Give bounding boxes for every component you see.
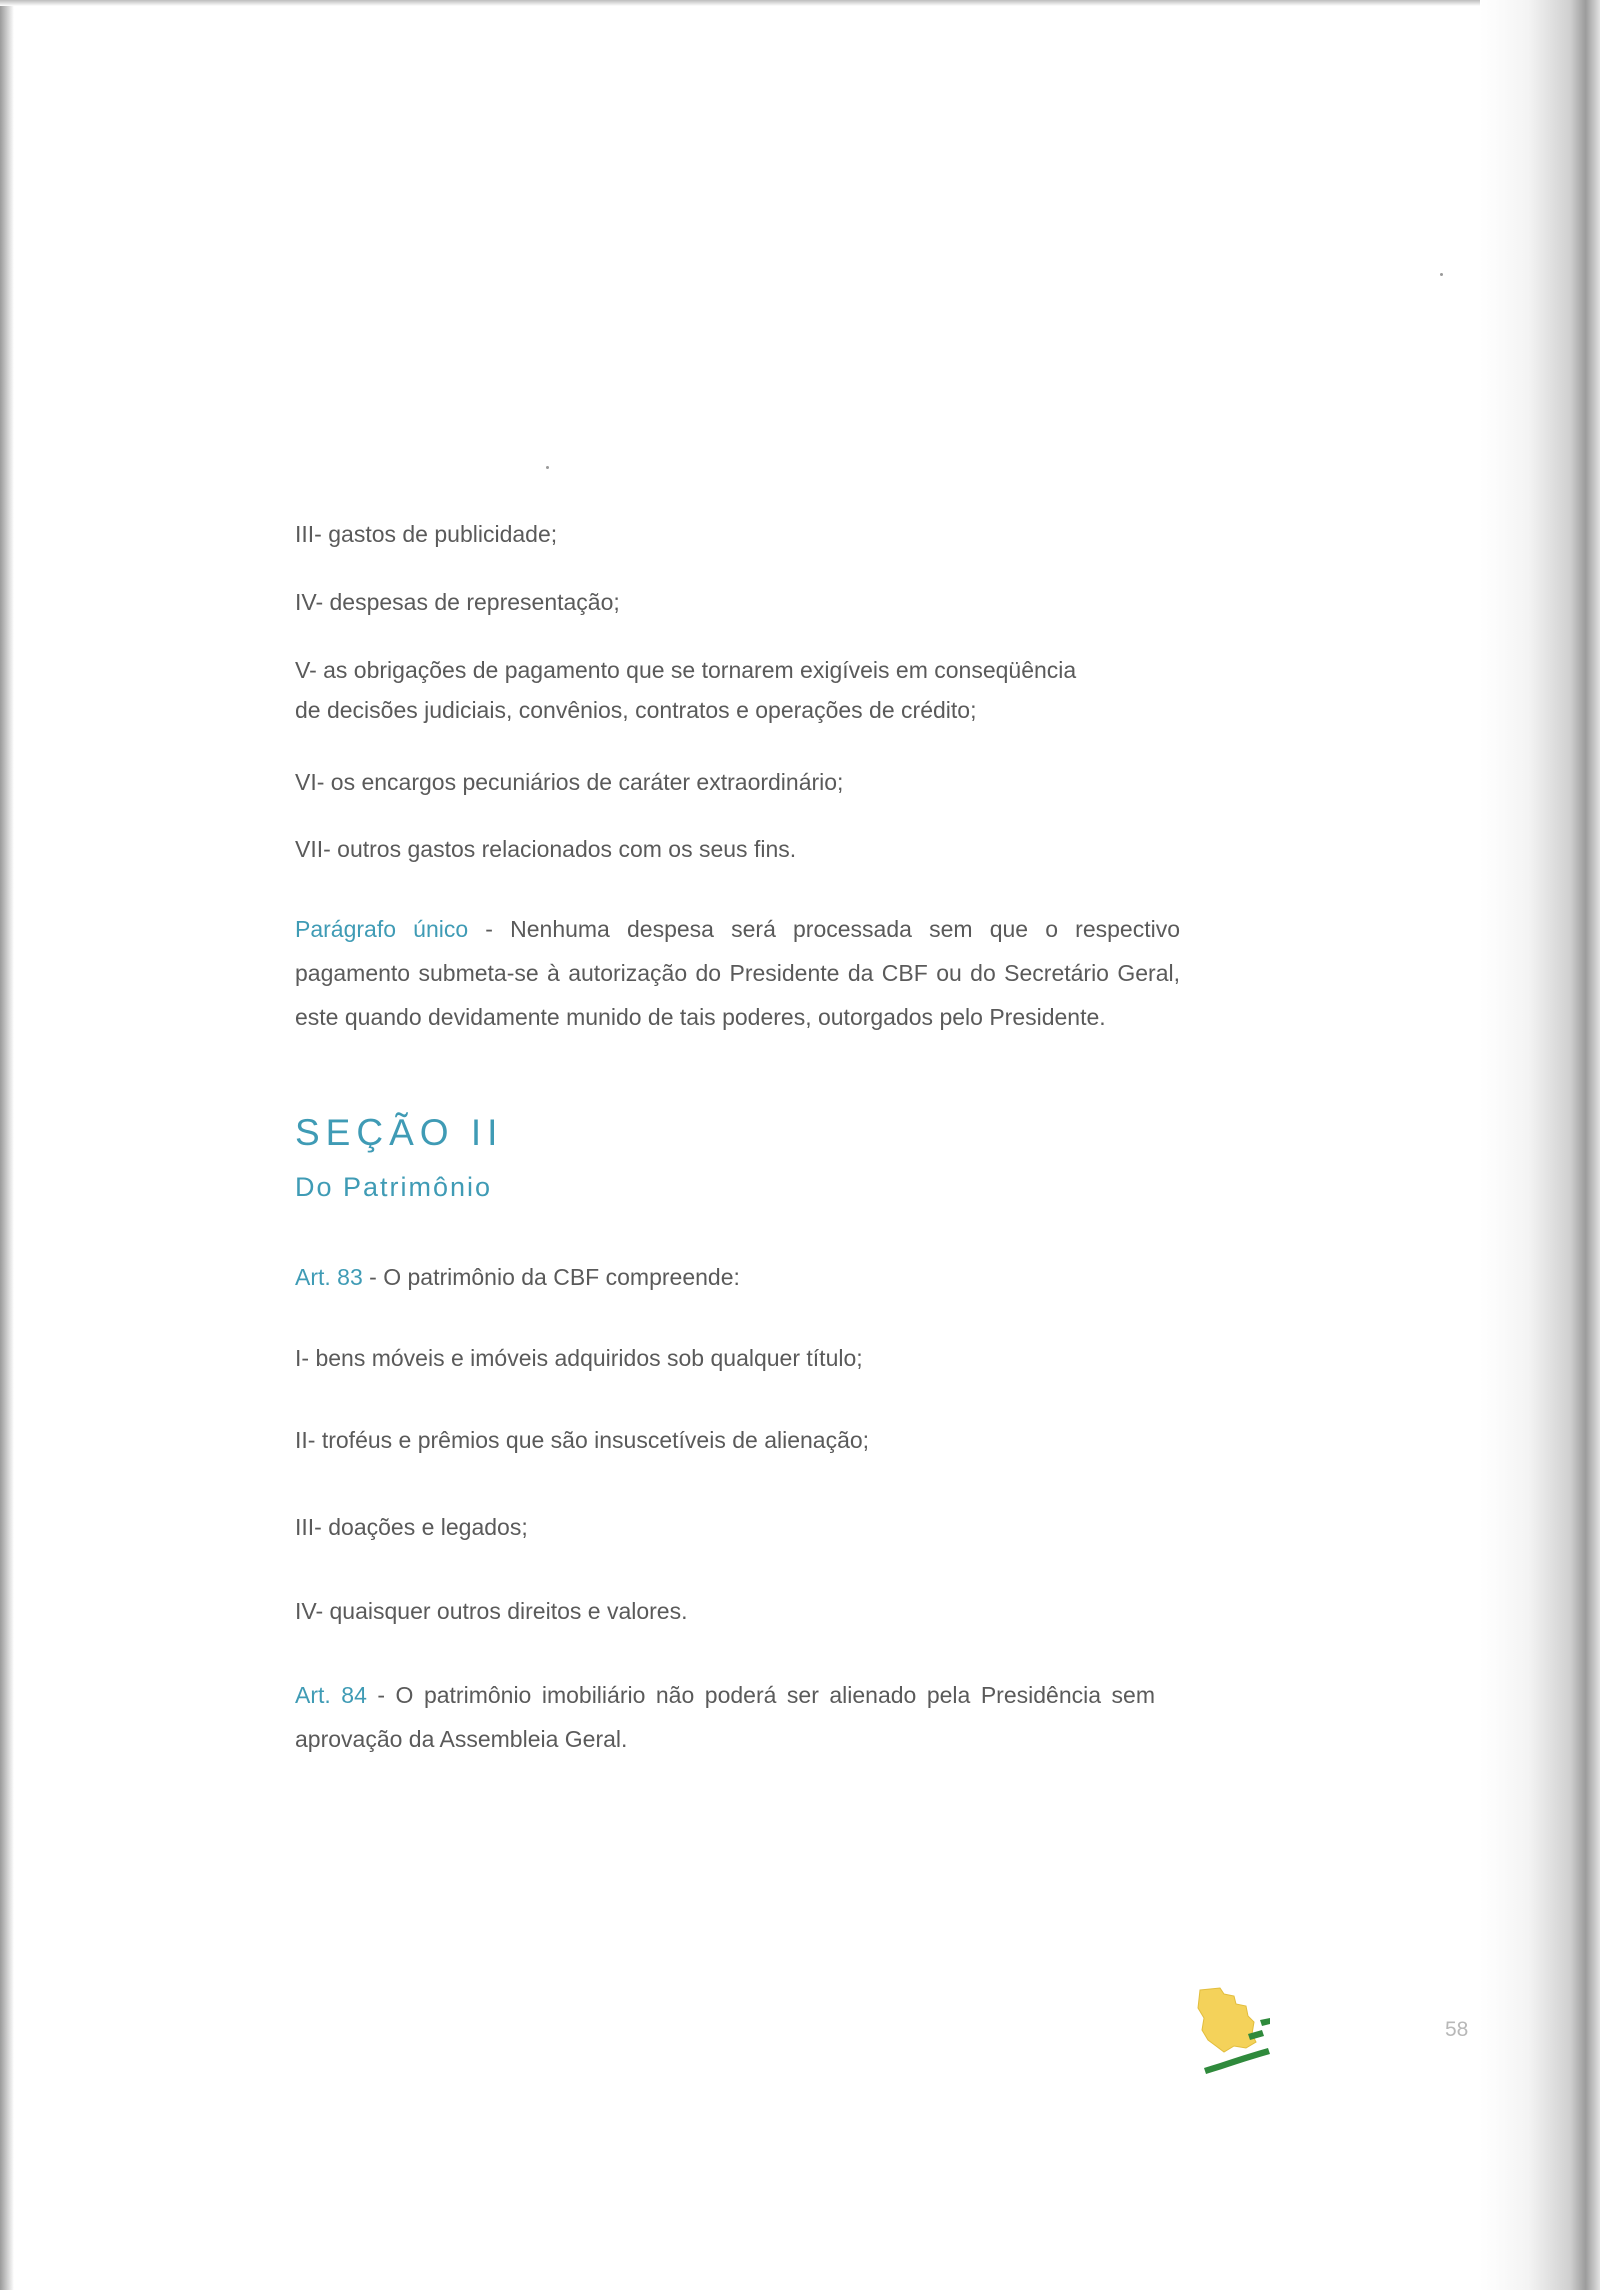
article-label: Art. 84	[295, 1682, 367, 1708]
scan-speck	[546, 466, 549, 469]
item-number: VII-	[295, 836, 331, 862]
list-item-continuation	[295, 688, 976, 732]
cbf-map-logo-icon	[1190, 1982, 1290, 2082]
item-text: os encargos pecuniários de caráter extraordinário;	[330, 769, 844, 795]
item-number: III-	[295, 521, 322, 547]
paragrafo-unico	[295, 907, 1180, 1039]
article-label: Art. 83	[295, 1264, 363, 1290]
scan-edge-top	[0, 0, 1600, 6]
scan-edge-right	[1480, 0, 1600, 2290]
article-text: - O patrimônio imobiliário não poderá ser alienado pela Presidência sem aprovação da Assembleia Geral.	[295, 1682, 1155, 1752]
scan-speck	[1440, 273, 1443, 276]
section-title: SEÇÃO II	[295, 1112, 504, 1153]
item-text: outros gastos relacionados com os seus fins.	[337, 836, 797, 862]
item-text: gastos de publicidade;	[328, 521, 558, 547]
article-text: - O patrimônio da CBF compreende:	[362, 1264, 740, 1290]
item-text: de decisões judiciais, convênios, contratos e operações de crédito;	[295, 697, 977, 723]
list-item	[295, 648, 1076, 692]
list-item	[295, 1418, 869, 1462]
paragrafo-label: Parágrafo único	[295, 916, 469, 942]
scan-edge-left	[0, 0, 14, 2290]
item-text: quaisquer outros direitos e valores.	[329, 1598, 688, 1624]
list-item	[295, 760, 843, 804]
article-83	[295, 1255, 740, 1299]
item-text: as obrigações de pagamento que se tornarem exigíveis em conseqüência	[323, 657, 1077, 683]
item-number: V-	[295, 657, 317, 683]
page-number: 58	[1445, 2018, 1469, 2041]
item-text: doações e legados;	[328, 1514, 528, 1540]
item-number: I-	[295, 1345, 310, 1371]
item-number: IV-	[295, 589, 324, 615]
item-number: VI-	[295, 769, 325, 795]
list-item	[295, 512, 557, 556]
paragrafo-text: - Nenhuma despesa será processada sem que o respectivo pagamento submeta-se à autorização do Presidente da CBF ou do Secretário Geral, este quando devidamente munido de tais poderes, outorgados pelo Presidente.	[295, 916, 1180, 1030]
list-item	[295, 1589, 688, 1633]
item-text: bens móveis e imóveis adquiridos sob qualquer título;	[315, 1345, 863, 1371]
list-item	[295, 827, 796, 871]
list-item	[295, 1505, 528, 1549]
item-number: II-	[295, 1427, 316, 1453]
list-item	[295, 1336, 863, 1380]
item-number: IV-	[295, 1598, 324, 1624]
section-subtitle: Do Patrimônio	[295, 1172, 493, 1202]
list-item	[295, 580, 620, 624]
item-text: troféus e prêmios que são insuscetíveis de alienação;	[321, 1427, 870, 1453]
item-number: III-	[295, 1514, 322, 1540]
article-84	[295, 1673, 1155, 1761]
item-text: despesas de representação;	[329, 589, 620, 615]
